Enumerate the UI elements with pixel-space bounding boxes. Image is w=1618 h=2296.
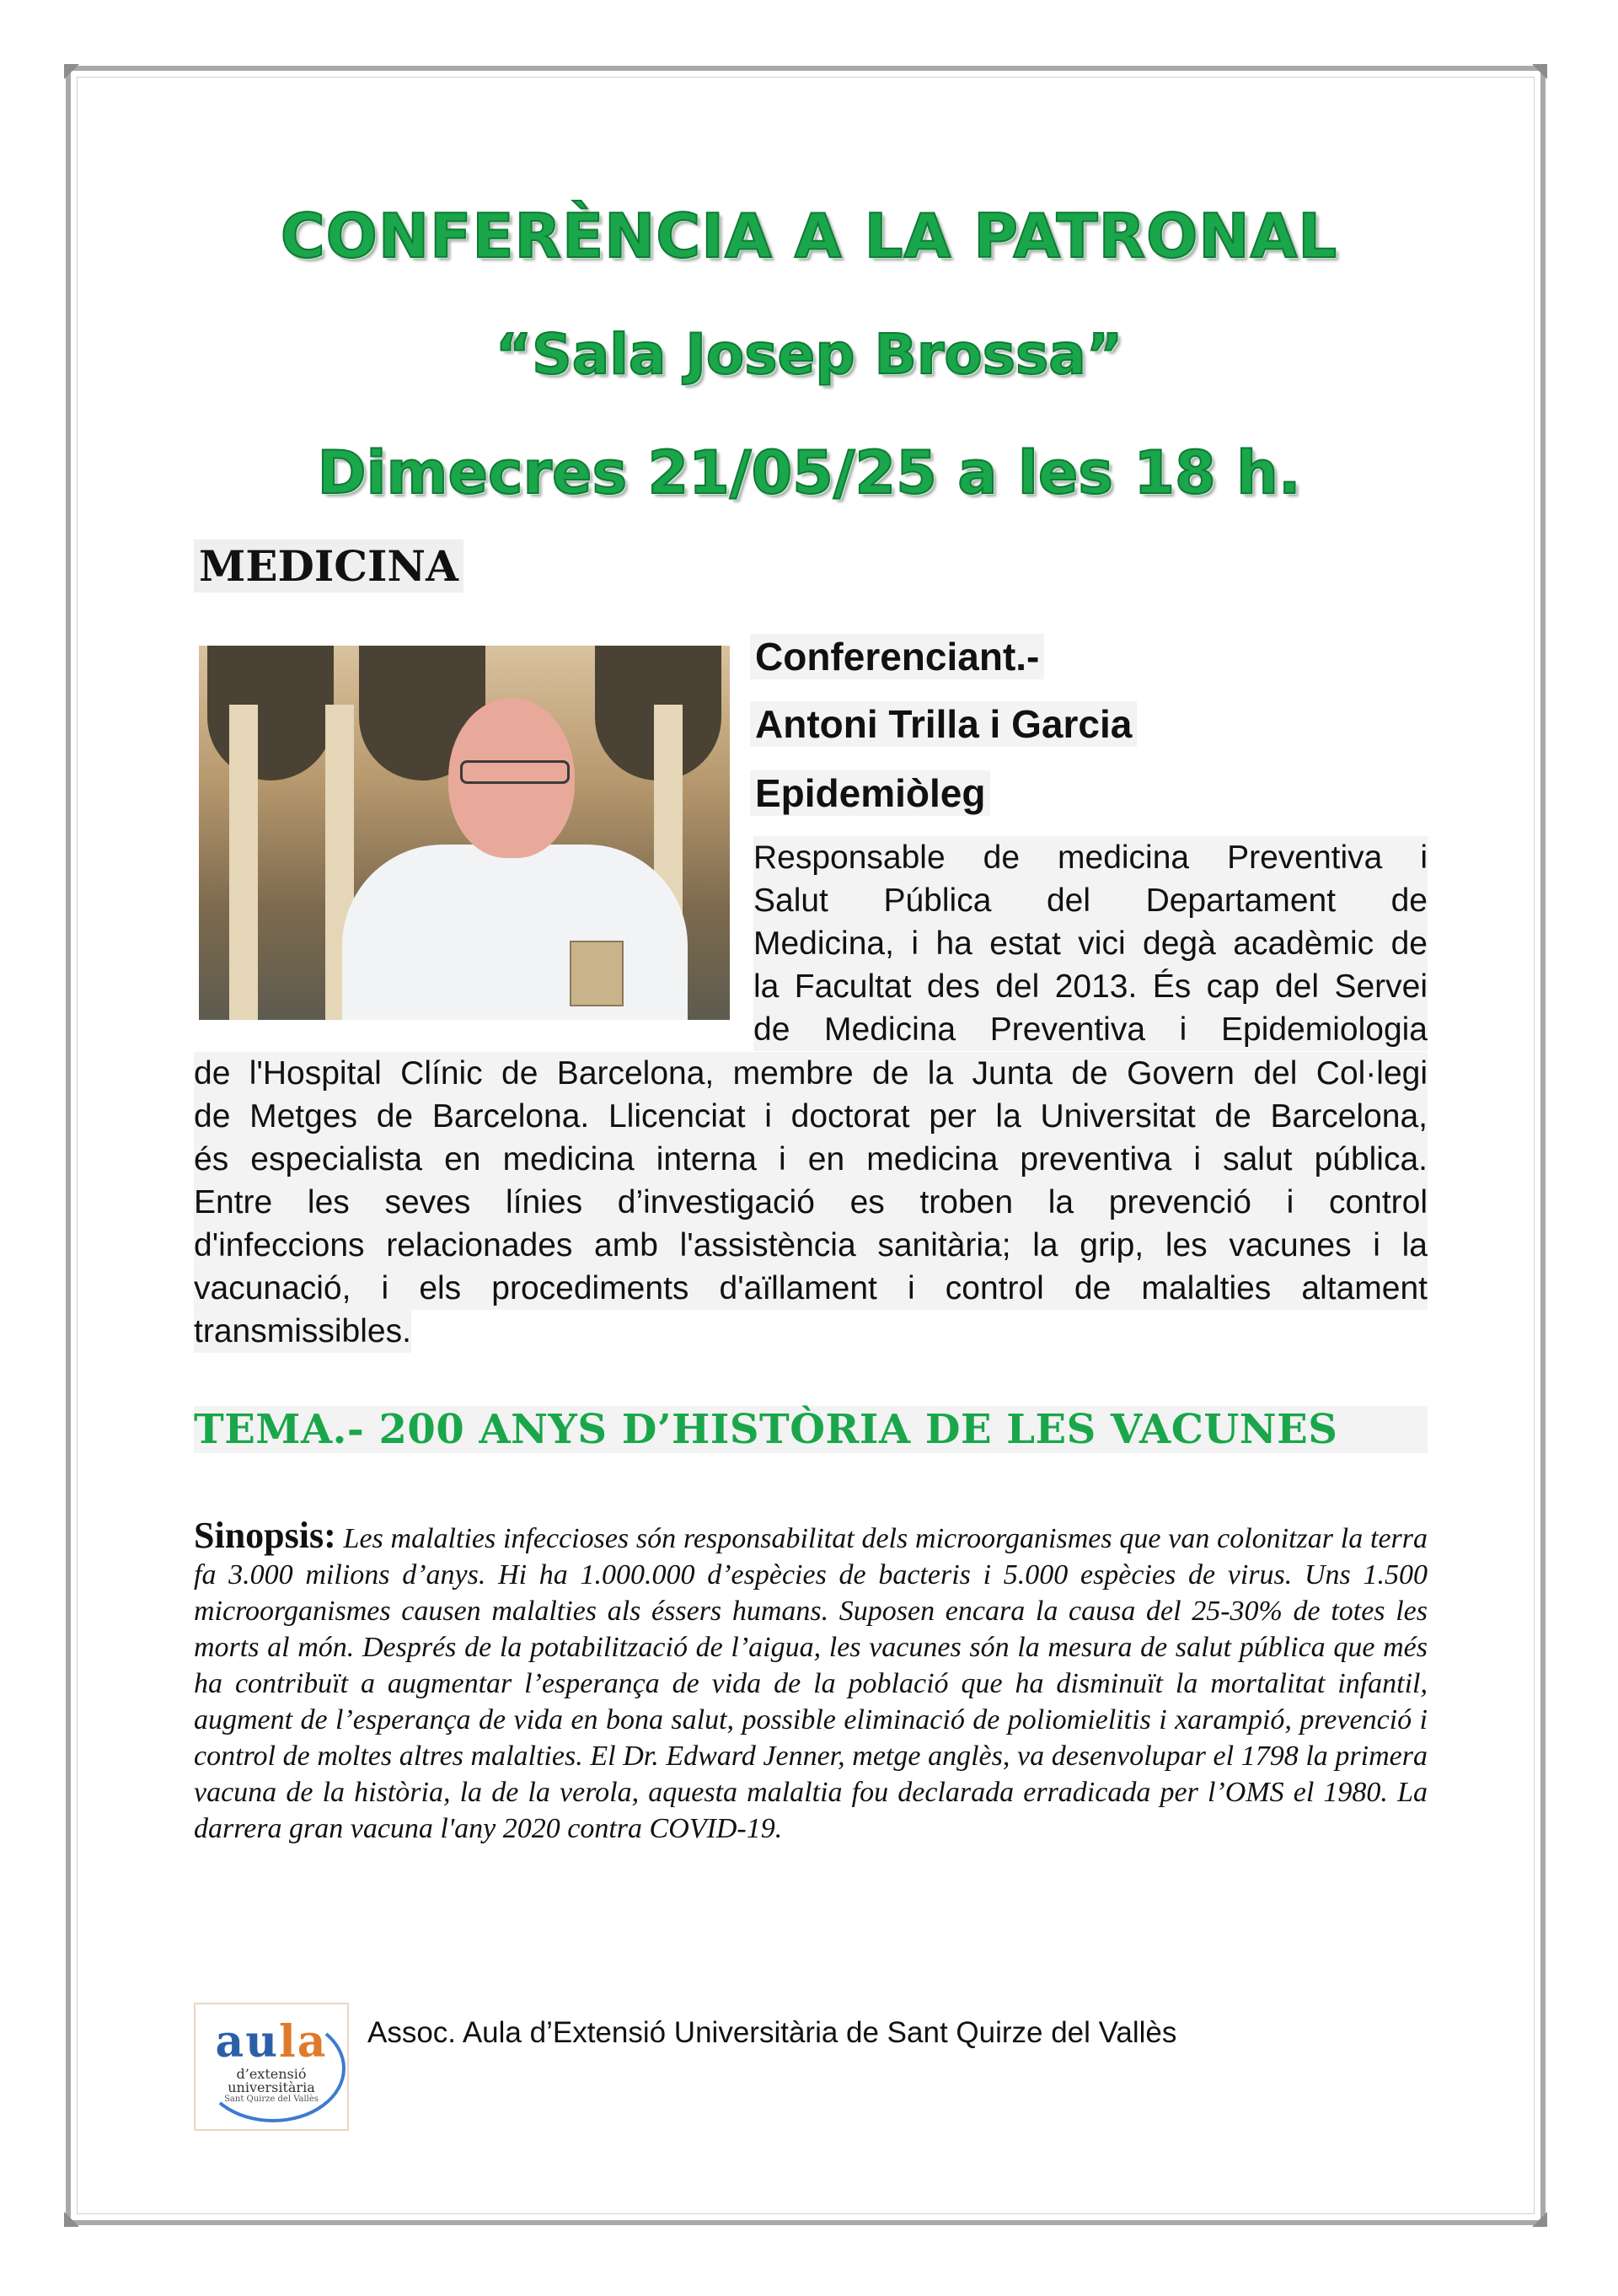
talk-topic: TEMA.- 200 ANYS D’HISTÒRIA DE LES VACUNES [194, 1406, 1428, 1453]
synopsis-label: Sinopsis: [194, 1515, 336, 1556]
association-logo [194, 2003, 349, 2131]
bio-line: transmissibles. [194, 1310, 411, 1353]
speaker-name: Antoni Trilla i Garcia [750, 701, 1137, 747]
synopsis-text: Les malalties infeccioses són responsabilitat dels microorganismes que van colonitzar la terra fa 3.000 milions d’anys. Hi ha 1.000.000 d’espècies de bacteris i 5.000 espècies de virus. Uns 1.500 microorganismes causen malalties als éssers humans. Suposen encara la causa del 25-30% de totes les morts al món. Després de la potabilització de l’aigua, les vacunes són la mesura de salut pública que més ha contribuït a augmentar l’esperança de vida de la població que ha disminuït la mortalitat infantil, augment de l’esperança de vida en bona salut, possible eliminació de poliomielitis i xarampió, prevenció i control de moltes altres malalties. El Dr. Edward Jenner, metge anglès, va desenvolupar el 1798 la primera vacuna de la història, la de la verola, aquesta malaltia fou declarada erradicada per l’OMS el 1980. La darrera gran vacuna l'any 2020 contra COVID-19. [194, 1523, 1428, 1844]
speaker-photo [199, 646, 730, 1020]
event-date-time: Dimecres 21/05/25 a les 18 h. [317, 438, 1301, 507]
bio-line: Salut Pública del Departament de [753, 879, 1428, 922]
bio-line: de Medicina Preventiva i Epidemiologia [753, 1008, 1428, 1051]
event-title: CONFERÈNCIA A LA PATRONAL [280, 201, 1338, 271]
event-venue: “Sala Josep Brossa” [495, 322, 1123, 387]
logo-sub3: Sant Quirze del Vallès [224, 2095, 319, 2104]
speaker-role: Conferenciant.- [750, 634, 1044, 679]
bio-line: és especialista en medicina interna i en medicina preventiva i salut pública. [194, 1138, 1428, 1181]
section-label: MEDICINA [194, 539, 463, 593]
association-name: Assoc. Aula d’Extensió Universitària de Sant Quirze del Vallès [367, 2016, 1177, 2049]
speaker-bio-continued [194, 1052, 1428, 1353]
logo-sub2: universitària [228, 2079, 315, 2095]
bio-line: d'infeccions relacionades amb l'assistència sanitària; la grip, les vacunes i la [194, 1224, 1428, 1267]
speaker-title: Epidemiòleg [750, 770, 990, 816]
corner-ornament [64, 64, 79, 79]
logo-word-a: au [215, 2016, 280, 2068]
bio-line: de l'Hospital Clínic de Barcelona, membre de la Junta de Govern del Col·legi [194, 1052, 1428, 1095]
corner-ornament [64, 2212, 79, 2227]
bio-line: la Facultat des del 2013. És cap del Servei [753, 965, 1428, 1008]
bio-line: de Metges de Barcelona. Llicenciat i doctorat per la Universitat de Barcelona, [194, 1095, 1428, 1138]
bio-line: Entre les seves línies d’investigació es troben la prevenció i control [194, 1181, 1428, 1224]
synopsis [194, 1517, 1428, 1847]
corner-ornament [1532, 64, 1547, 79]
bio-line: Responsable de medicina Preventiva i [753, 836, 1428, 879]
speaker-bio-intro [753, 836, 1428, 1051]
corner-ornament [1532, 2212, 1547, 2227]
bio-line: Medicina, i ha estat vici degà acadèmic de [753, 922, 1428, 965]
logo-sub1: d’extensió [236, 2066, 307, 2082]
bio-line: vacunació, i els procediments d'aïllament i control de malalties altament [194, 1267, 1428, 1310]
logo-word-b: la [279, 2016, 328, 2068]
